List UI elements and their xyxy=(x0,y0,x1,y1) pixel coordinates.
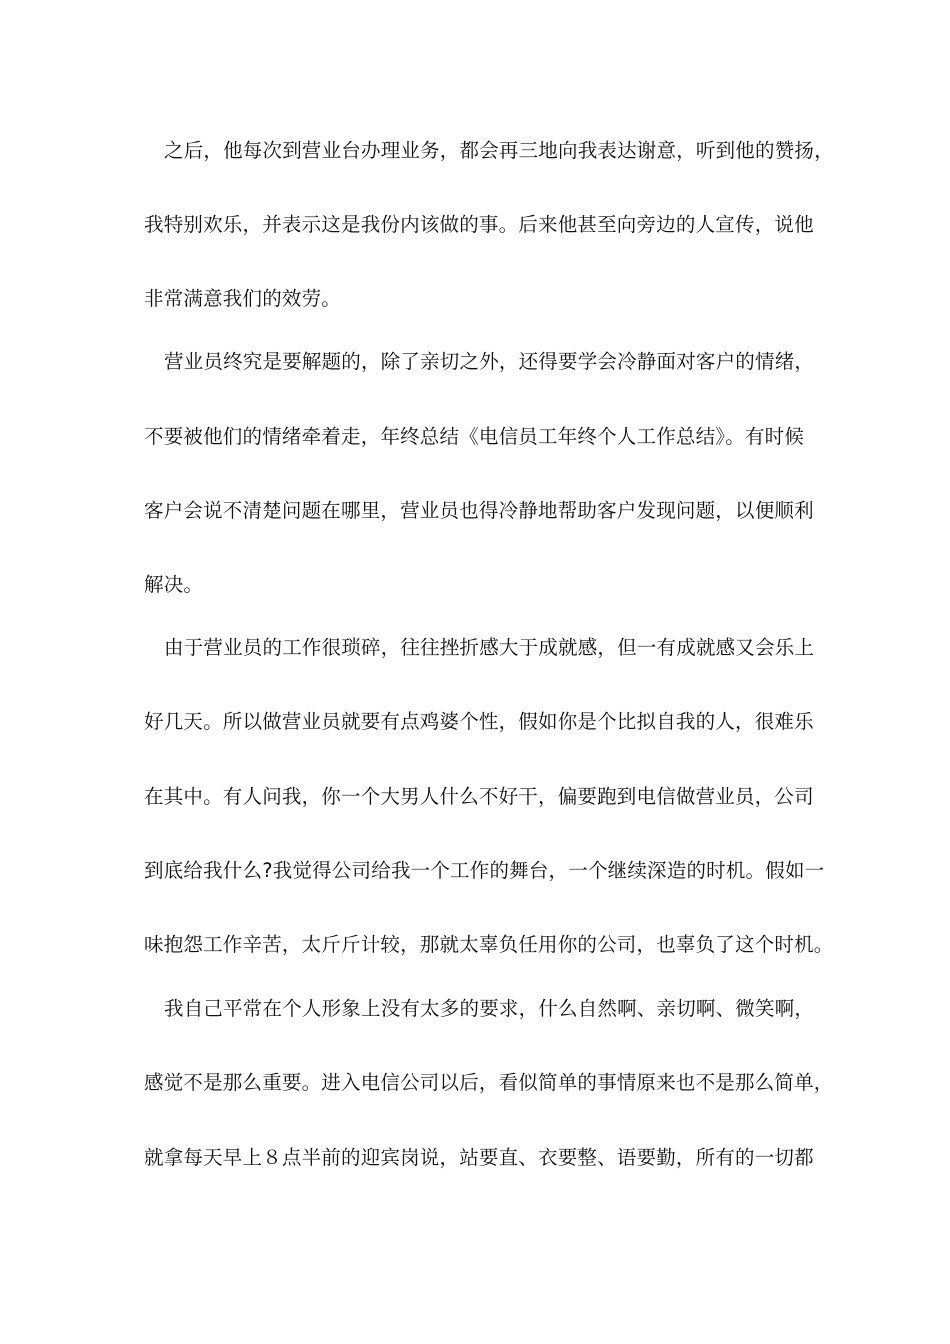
paragraph-1-line-3: 非常满意我们的效劳。 xyxy=(144,287,342,310)
paragraph-3-line-4: 到底给我什么?我觉得公司给我一个工作的舞台，一个继续深造的时机。假如一 xyxy=(144,859,825,882)
paragraph-2-line-1: 营业员终究是要解题的，除了亲切之外，还得要学会冷静面对客户的情绪， xyxy=(164,350,815,373)
paragraph-2-line-2: 不要被他们的情绪牵着走，年终总结《电信员工年终个人工作总结》。有时候 xyxy=(144,425,805,448)
paragraph-1-line-2: 我特别欢乐，并表示这是我份内该做的事。后来他甚至向旁边的人宣传，说他 xyxy=(144,213,814,236)
paragraph-3-line-1: 由于营业员的工作很琐碎，往往挫折感大于成就感，但一有成就感又会乐上 xyxy=(164,636,815,659)
paragraph-1-line-1: 之后，他每次到营业台办理业务，都会再三地向我表达谢意，听到他的赞扬， xyxy=(164,139,834,162)
paragraph-3-line-2: 好几天。所以做营业员就要有点鸡婆个性，假如你是个比拟自我的人，很难乐 xyxy=(144,710,814,733)
paragraph-3-line-3: 在其中。有人问我，你一个大男人什么不好干，偏要跑到电信做营业员，公司 xyxy=(144,785,814,808)
paragraph-4-line-3: 就拿每天早上８点半前的迎宾岗说，站要直、衣要整、语要勤，所有的一切都 xyxy=(144,1146,814,1169)
paragraph-3-line-5: 味抱怨工作辛苦，太斤斤计较，那就太辜负任用你的公司，也辜负了这个时机。 xyxy=(144,933,834,956)
paragraph-4-line-2: 感觉不是那么重要。进入电信公司以后，看似简单的事情原来也不是那么简单， xyxy=(144,1071,834,1094)
paragraph-4-line-1: 我自己平常在个人形象上没有太多的要求，什么自然啊、亲切啊、微笑啊， xyxy=(164,997,815,1020)
paragraph-2-line-4: 解决。 xyxy=(144,573,204,596)
paragraph-2-line-3: 客户会说不清楚问题在哪里，营业员也得冷静地帮助客户发现问题，以便顺利 xyxy=(144,499,814,522)
